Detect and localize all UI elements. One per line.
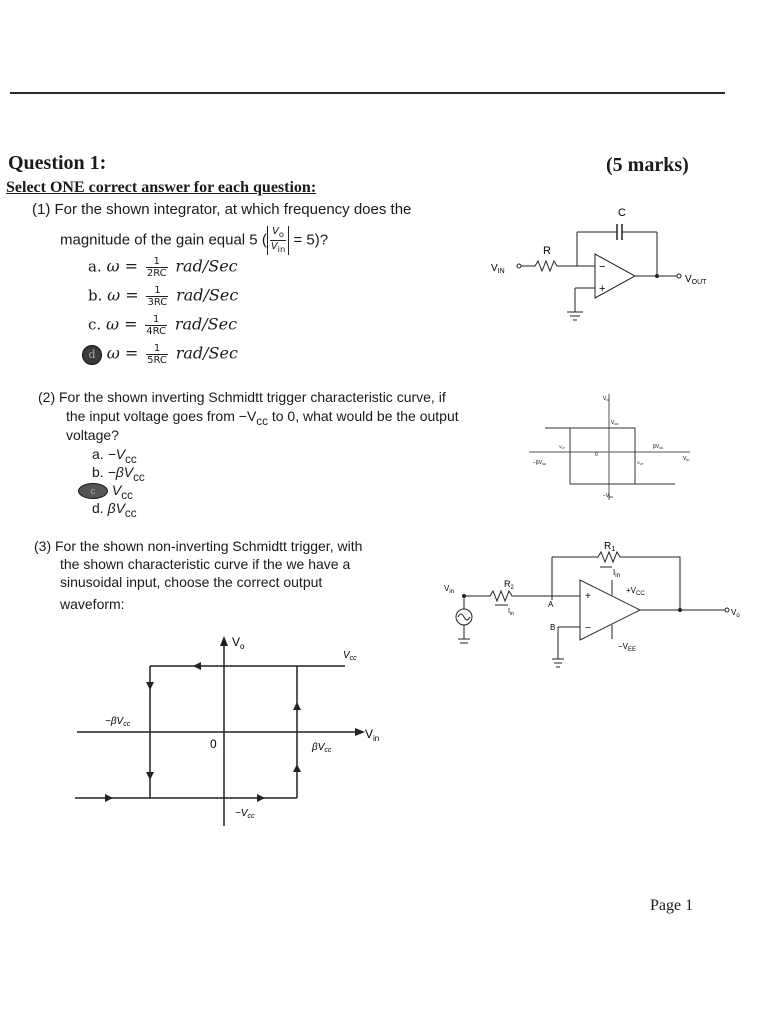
lower-right-arrow-icon (257, 794, 265, 802)
unit: rad/Sec (175, 343, 238, 363)
fraction-num: 1 (146, 256, 168, 268)
vin-label: $V_{in}$ (683, 456, 690, 462)
q2-option-b[interactable] (92, 464, 145, 484)
fraction-den: 5RC (147, 355, 167, 366)
vout-label: $V_{OUT}$ (685, 274, 707, 286)
vut-label: $V_{UT}$ (637, 460, 644, 466)
q1-option-b[interactable] (88, 285, 238, 308)
option-letter: a. (92, 446, 104, 462)
q3-line4: waveform: (60, 596, 125, 612)
q1-line1: (1) For the shown integrator, at which frequency does the (32, 201, 412, 218)
unit: rad/Sec (175, 256, 238, 276)
neg-beta-vcc-label: $-\beta V_{cc}$ (105, 716, 131, 728)
lower-arrow-icon (105, 794, 113, 802)
inverting-schmitt-graph (525, 392, 700, 502)
feedback-resistor-r1 (552, 552, 680, 609)
neg-vcc-label: $-V_{cc}$ (603, 493, 614, 499)
beta-vcc-label: $\beta V_{cc}$ (312, 742, 332, 754)
q2-option-c[interactable] (78, 482, 133, 502)
neg-vcc-label: $-V_{cc}$ (235, 808, 255, 820)
opamp-plus: + (585, 591, 591, 602)
node-b-label: B (550, 623, 556, 632)
selected-mark-icon (82, 345, 102, 365)
vout-terminal (677, 274, 681, 278)
top-rule (10, 92, 725, 94)
q3-line3: sinusoidal input, choose the correct output (60, 574, 323, 590)
vin-label: $V_{in}$ (444, 584, 455, 595)
omega: ω = (106, 256, 139, 276)
q2-line2-text: the input voltage goes from −V (66, 408, 257, 424)
vin-axis-arrow-icon (355, 728, 365, 736)
opamp-minus: − (585, 623, 591, 634)
left-down-arrow-icon (146, 682, 154, 690)
input-resistor-r2 (464, 591, 552, 601)
selected-mark-icon (78, 483, 108, 499)
option-text: −V (107, 446, 126, 462)
upper-arrow-icon (193, 662, 201, 670)
gain-magnitude (267, 226, 289, 255)
option-letter: d (88, 347, 96, 361)
q1-option-a[interactable] (88, 256, 238, 279)
omega: ω = (106, 343, 139, 363)
vo-axis-arrow-icon (220, 636, 228, 646)
q1-line2-suffix: = 5)? (293, 231, 329, 249)
output-node (678, 608, 682, 612)
q1-option-d[interactable] (82, 343, 238, 366)
q2-line2 (66, 408, 459, 428)
fraction-num: 1 (145, 314, 167, 326)
non-inverting-schmitt-circuit (440, 535, 745, 675)
vcc-label: $V_{cc}$ (343, 650, 357, 662)
fraction-num: 1 (146, 285, 168, 297)
capacitor-label: C (618, 207, 626, 219)
vo-label: $V_o$ (603, 396, 609, 402)
vin-label: $V_{IN}$ (491, 263, 505, 275)
r2-label: $R_2$ (504, 579, 514, 591)
vcc-label: $+V_{CC}$ (626, 586, 645, 597)
vo-label: $V_o$ (731, 608, 740, 619)
vlt-label: $V_{LT}$ (559, 444, 565, 450)
r1-label: $R_1$ (604, 541, 616, 553)
left-lower-arrow-icon (146, 772, 154, 780)
sine-wave-icon (458, 614, 470, 620)
fraction-den: 3RC (147, 297, 168, 308)
option-letter: c (90, 486, 96, 497)
q2-line1: (2) For the shown inverting Schmidtt trigger characteristic curve, if (38, 389, 446, 405)
omega: ω = (105, 314, 138, 334)
option-text: V (111, 482, 122, 498)
option-text: βV (107, 500, 125, 516)
option-letter: d. (92, 500, 104, 516)
opamp-minus: − (599, 261, 606, 273)
iin-label-bottom: $I_{in}$ (508, 608, 514, 617)
page-number: Page 1 (650, 897, 694, 914)
vo-label: $V_o$ (232, 635, 245, 651)
option-sub: cc (133, 470, 145, 484)
omega: ω = (107, 285, 139, 305)
q1-line2 (60, 226, 328, 255)
output-node (655, 274, 659, 278)
unit: rad/Sec (174, 314, 238, 334)
q2-option-d[interactable] (92, 500, 137, 520)
vin-label: $V_{in}$ (365, 727, 380, 743)
option-letter: b. (88, 286, 103, 305)
unit: rad/Sec (176, 285, 239, 305)
q2-line3: voltage? (66, 427, 119, 443)
q2-line2-sub: cc (256, 414, 268, 428)
q3-line1: (3) For the shown non-inverting Schmidtt trigger, with (34, 538, 363, 554)
vee-label: $-V_{EE}$ (618, 642, 637, 653)
option-sub: cc (125, 452, 137, 466)
q1-line2-prefix: magnitude of the gain equal 5 ( (60, 231, 267, 249)
fraction-num: 1 (146, 343, 168, 355)
origin-label: 0 (210, 737, 217, 751)
opamp-plus: + (599, 283, 606, 295)
option-sub: cc (121, 488, 133, 502)
origin-label: 0 (595, 452, 598, 458)
option-letter: c. (88, 315, 102, 334)
right-up-arrow-icon (293, 702, 301, 710)
option-text: −βV (107, 464, 134, 480)
non-inverting-schmitt-graph (75, 630, 410, 830)
question-title: Question 1: (8, 152, 107, 174)
gain-num-sub: o (278, 229, 285, 239)
option-letter: b. (92, 464, 104, 480)
vo-terminal (725, 608, 729, 612)
resistor-label: R (543, 245, 551, 257)
hysteresis-lower (570, 428, 635, 484)
option-sub: cc (124, 506, 137, 520)
instruction: Select ONE correct answer for each question: (6, 179, 317, 196)
right-lower-arrow-icon (293, 764, 301, 772)
gain-num: V (272, 226, 279, 237)
hysteresis-upper (545, 428, 675, 484)
vcc-label: $V_{cc}$ (611, 420, 619, 426)
gain-den: V (270, 241, 278, 252)
gain-den-sub: in (277, 244, 286, 254)
fraction-den: 2RC (146, 268, 167, 279)
option-letter: a. (88, 257, 102, 276)
iin-label-top: $I_{in}$ (613, 568, 620, 579)
q2-option-a[interactable] (92, 446, 137, 466)
marks-label: (5 marks) (606, 154, 689, 176)
fraction-den: 4RC (146, 326, 167, 337)
vin-terminal (517, 264, 521, 268)
beta-vcc-label: $\beta V_{cc}$ (653, 444, 664, 450)
q1-option-c[interactable] (88, 314, 237, 337)
neg-beta-vcc-label: $-\beta V_{cc}$ (533, 460, 547, 466)
q2-line2-rest: to 0, what would be the output (267, 408, 459, 424)
input-resistor (521, 261, 595, 271)
q3-line2: the shown characteristic curve if the we have a (60, 556, 351, 572)
integrator-circuit (485, 200, 725, 330)
node-a-label: A (548, 600, 554, 609)
